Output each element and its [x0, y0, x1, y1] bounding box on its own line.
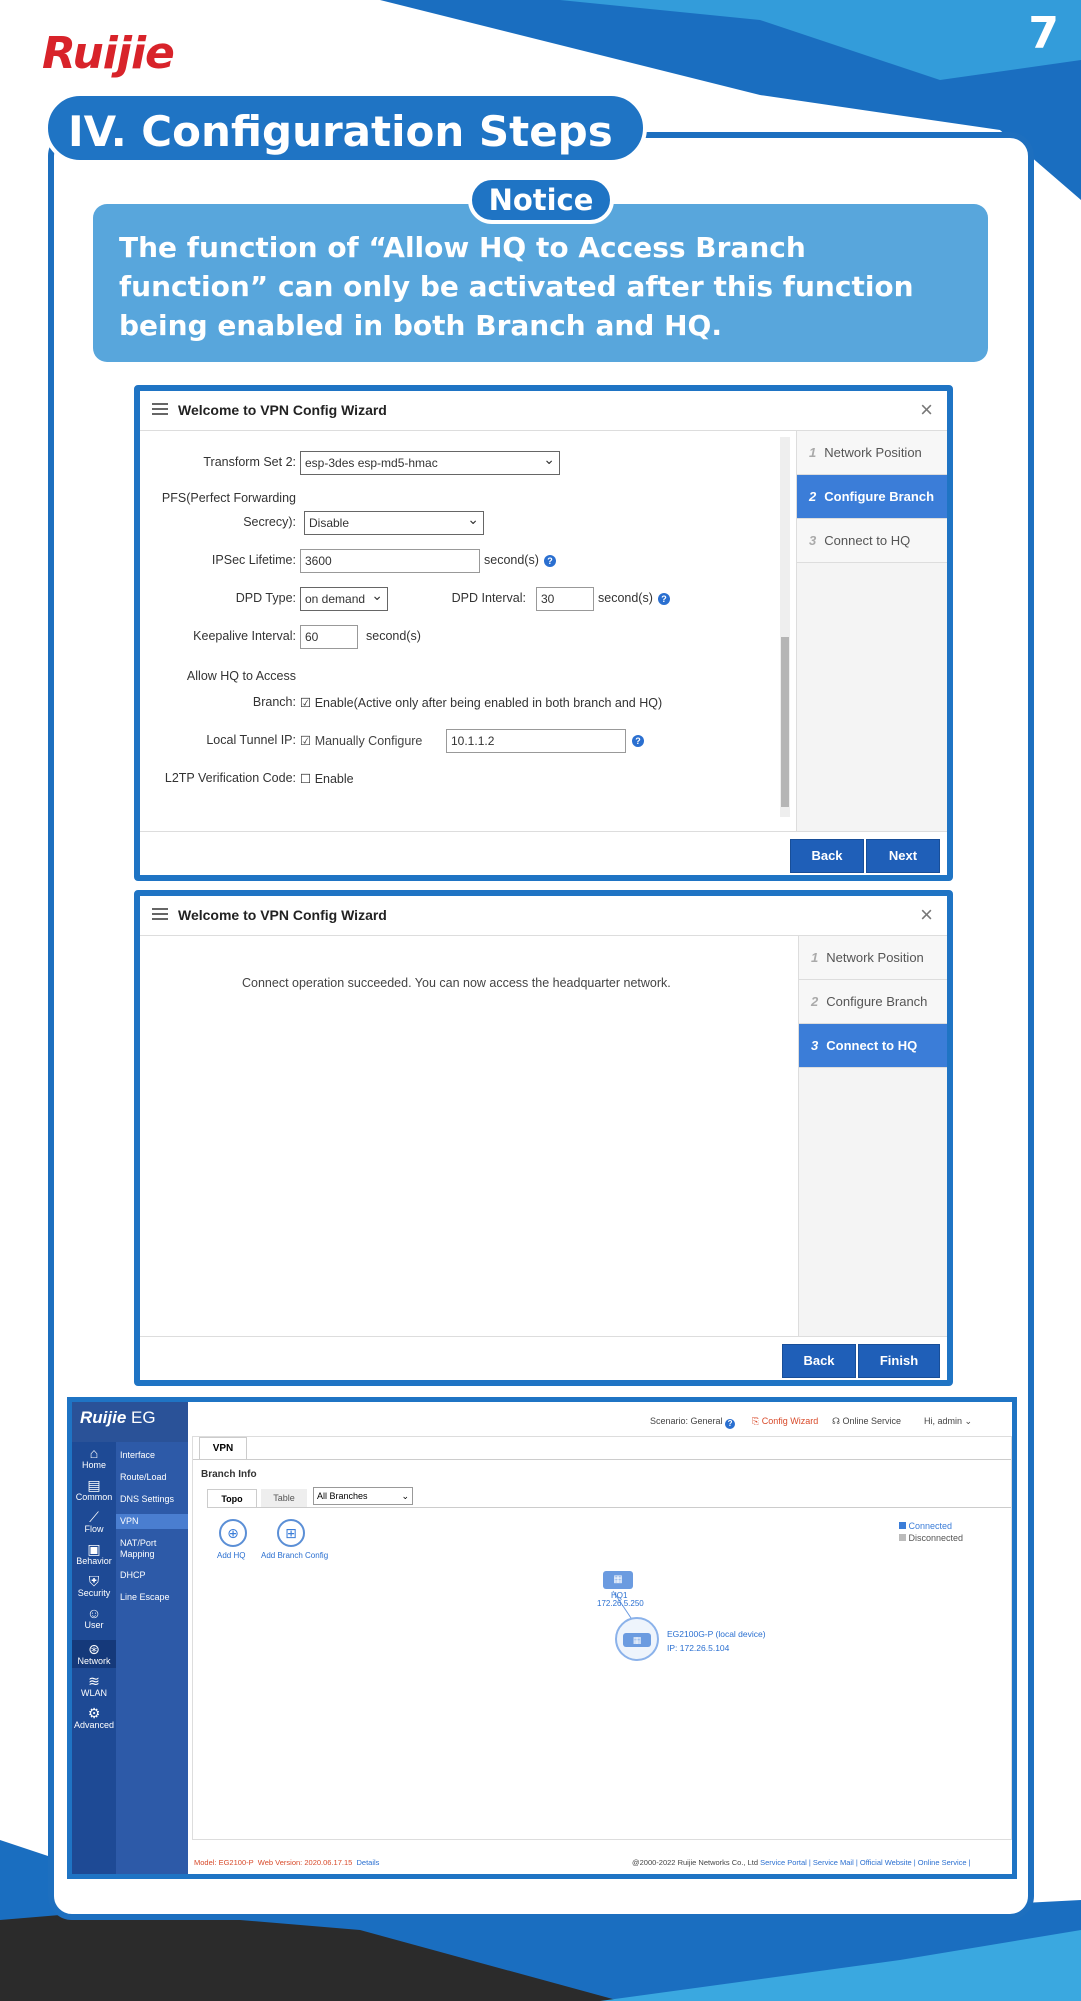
notice-tag: Notice [468, 176, 614, 224]
sub-dhcp[interactable]: DHCP [120, 1570, 146, 1580]
close-icon[interactable]: × [920, 902, 933, 927]
advanced-icon: ⚙ [87, 1705, 101, 1721]
step-network-position[interactable]: 1 Network Position [797, 431, 947, 475]
local-device-name: EG2100G-P (local device) [667, 1629, 766, 1639]
wizard-screenshot-2 [134, 890, 953, 1386]
help-icon[interactable]: ? [632, 735, 644, 747]
help-icon[interactable]: ? [658, 593, 670, 605]
router-icon: ▦ [623, 1633, 651, 1647]
flow-icon: ⟋ [89, 1509, 99, 1525]
nav-network[interactable]: ⊛ Network [72, 1640, 116, 1668]
topology-links [193, 1437, 1011, 1837]
wizard-title: Welcome to VPN Config Wizard [178, 402, 387, 418]
legend-connected: Connected [899, 1521, 952, 1531]
dpd-interval-unit: second(s) [598, 591, 653, 605]
hq-name: HQ1 [611, 1591, 628, 1600]
finish-button[interactable]: Finish [858, 1344, 940, 1378]
tab-table[interactable]: Table [261, 1489, 307, 1507]
checkbox-checked-icon: ☑ [300, 696, 315, 710]
eg-sub-nav [116, 1442, 188, 1874]
nav-wlan[interactable]: ≋ WLAN [72, 1674, 116, 1698]
checkbox-empty-icon: ☐ [300, 772, 315, 786]
dpd-interval-label: DPD Interval: [451, 591, 526, 605]
sub-nat-port-mapping[interactable]: NAT/Port Mapping [120, 1538, 157, 1559]
footer-model: Model: EG2100-P Web Version: 2020.06.17.15 Details [194, 1858, 380, 1867]
ipsec-lifetime-unit: second(s) [484, 553, 539, 567]
nav-common[interactable]: ▤ Common [72, 1478, 116, 1502]
scrollbar[interactable] [780, 437, 790, 817]
keepalive-label: Keepalive Interval: [193, 629, 296, 643]
pfs-label-line2: Secrecy): [243, 515, 296, 529]
online-service-link[interactable]: ☊ Online Service [832, 1416, 902, 1426]
user-menu[interactable]: Hi, admin ⌄ [924, 1416, 973, 1426]
section-title: IV. Configuration Steps [44, 92, 647, 164]
sub-vpn[interactable]: VPN [116, 1514, 188, 1529]
help-icon: ? [725, 1419, 735, 1429]
back-button[interactable]: Back [782, 1344, 856, 1378]
local-tunnel-checkbox[interactable]: ☑ Manually Configure [300, 734, 423, 748]
add-hq-icon[interactable]: ⊕ [219, 1519, 247, 1547]
ipsec-lifetime-label: IPSec Lifetime: [211, 553, 296, 567]
divider [140, 831, 947, 832]
divider [140, 1336, 947, 1337]
eg-logo: Ruijie EG [80, 1408, 156, 1427]
checkbox-disabled-icon: ☑ [300, 734, 315, 748]
branch-info-title: Branch Info [201, 1469, 257, 1480]
step-connect-to-hq[interactable]: 3 Connect to HQ [799, 1024, 947, 1068]
keepalive-input[interactable]: 60 [300, 625, 358, 649]
transform-set2-label: Transform Set 2: [203, 455, 296, 469]
next-button[interactable]: Next [866, 839, 940, 873]
step-connect-to-hq[interactable]: 3 Connect to HQ [797, 519, 947, 563]
allow-hq-label-line1: Allow HQ to Access [186, 669, 296, 683]
branch-filter-select[interactable]: All Branches ⌄ [313, 1487, 413, 1505]
keepalive-unit: second(s) [366, 629, 421, 643]
local-tunnel-label: Local Tunnel IP: [206, 733, 296, 747]
step-network-position[interactable]: 1 Network Position [799, 936, 947, 980]
close-icon[interactable]: × [920, 397, 933, 422]
nav-advanced[interactable]: ⚙ Advanced [73, 1705, 115, 1730]
menu-icon[interactable] [152, 908, 168, 920]
dpd-type-select[interactable]: on demand ⌄ [300, 587, 388, 611]
step-configure-branch[interactable]: 2 Configure Branch [797, 475, 947, 519]
add-branch-icon[interactable]: ⊞ [277, 1519, 305, 1547]
wizard-steps [798, 936, 947, 1336]
wizard-header [140, 896, 947, 936]
chevron-down-icon: ⌄ [401, 1491, 409, 1501]
wizard-header [140, 391, 947, 431]
footer-copyright: @2000-2022 Ruijie Networks Co., Ltd Service Portal | Service Mail | Official Website | Online Service | [632, 1858, 971, 1867]
local-tunnel-input[interactable]: 10.1.1.2 [446, 729, 626, 753]
back-button[interactable]: Back [790, 839, 864, 873]
nav-user[interactable]: ☺ User [72, 1606, 116, 1630]
eg-main-nav [72, 1442, 116, 1874]
local-device-ip: IP: 172.26.5.104 [667, 1643, 730, 1653]
allow-hq-checkbox[interactable]: ☑ Enable(Active only after being enabled in both branch and HQ) [300, 696, 663, 710]
wizard-steps [796, 431, 947, 831]
security-icon: ⛨ [88, 1573, 100, 1589]
step-configure-branch[interactable]: 2 Configure Branch [799, 980, 947, 1024]
transform-set2-select[interactable]: esp-3des esp-md5-hmac ⌄ [300, 451, 560, 475]
hq-device-icon[interactable]: ▦ [603, 1571, 633, 1589]
menu-icon[interactable] [152, 403, 168, 415]
wlan-icon: ≋ [88, 1673, 100, 1689]
eg-screenshot [67, 1397, 1017, 1879]
local-device-node[interactable] [615, 1617, 659, 1661]
tab-vpn[interactable]: VPN [199, 1437, 247, 1459]
network-icon: ⊛ [88, 1641, 100, 1657]
footer-details-link[interactable]: Details [356, 1858, 380, 1867]
dpd-type-label: DPD Type: [235, 591, 296, 605]
home-icon: ⌂ [89, 1445, 99, 1461]
allow-hq-label-line2: Branch: [252, 695, 296, 709]
page-number: 7 [1028, 8, 1059, 59]
hq-ip: 172.26.5.250 [597, 1599, 644, 1608]
common-icon: ▤ [87, 1477, 101, 1493]
tab-topo[interactable]: Topo [207, 1489, 257, 1507]
l2tp-checkbox[interactable]: ☐ Enable [300, 772, 354, 786]
pfs-label-line1: PFS(Perfect Forwarding [161, 491, 296, 505]
wizard-screenshot-1 [134, 385, 953, 881]
sub-dns-settings[interactable]: DNS Settings [120, 1494, 175, 1504]
notice-box [93, 204, 988, 362]
pfs-select[interactable]: Disable ⌄ [304, 511, 484, 535]
dpd-interval-input[interactable]: 30 [536, 587, 594, 611]
notice-text: The function of “Allow HQ to Access Branch function” can only be activated after this function being enabled in both Branch and HQ. [119, 231, 914, 342]
nav-home[interactable]: ⌂ Home [72, 1446, 116, 1470]
sub-line-escape[interactable]: Line Escape [120, 1592, 170, 1602]
ipsec-lifetime-input[interactable]: 3600 [300, 549, 480, 573]
content-panel [192, 1436, 1012, 1840]
nav-security[interactable]: ⛨ Security [72, 1574, 116, 1598]
user-icon: ☺ [86, 1605, 102, 1621]
behavior-icon: ▣ [87, 1541, 101, 1557]
wizard-title: Welcome to VPN Config Wizard [178, 907, 387, 923]
l2tp-label: L2TP Verification Code: [164, 771, 296, 785]
legend-disconnected: Disconnected [899, 1533, 963, 1543]
nav-behavior[interactable]: ▣ Behavior [72, 1542, 116, 1566]
help-icon[interactable]: ? [544, 555, 556, 567]
footer-links[interactable]: Service Portal | Service Mail | Official Website | Online Service | [760, 1858, 971, 1867]
sub-route-load[interactable]: Route/Load [120, 1472, 167, 1482]
add-branch-label[interactable]: Add Branch Config [261, 1551, 329, 1560]
success-message: Connect operation succeeded. You can now access the headquarter network. [242, 976, 671, 990]
scenario-label: Scenario: General ? [650, 1416, 735, 1427]
config-wizard-link[interactable]: ⎘ Config Wizard [752, 1416, 819, 1426]
add-hq-label[interactable]: Add HQ [217, 1551, 246, 1560]
sub-interface[interactable]: Interface [120, 1450, 156, 1460]
ruijie-logo: Ruijie [42, 28, 174, 79]
nav-flow[interactable]: ⟋ Flow [72, 1510, 116, 1534]
eg-sidebar [72, 1402, 188, 1874]
